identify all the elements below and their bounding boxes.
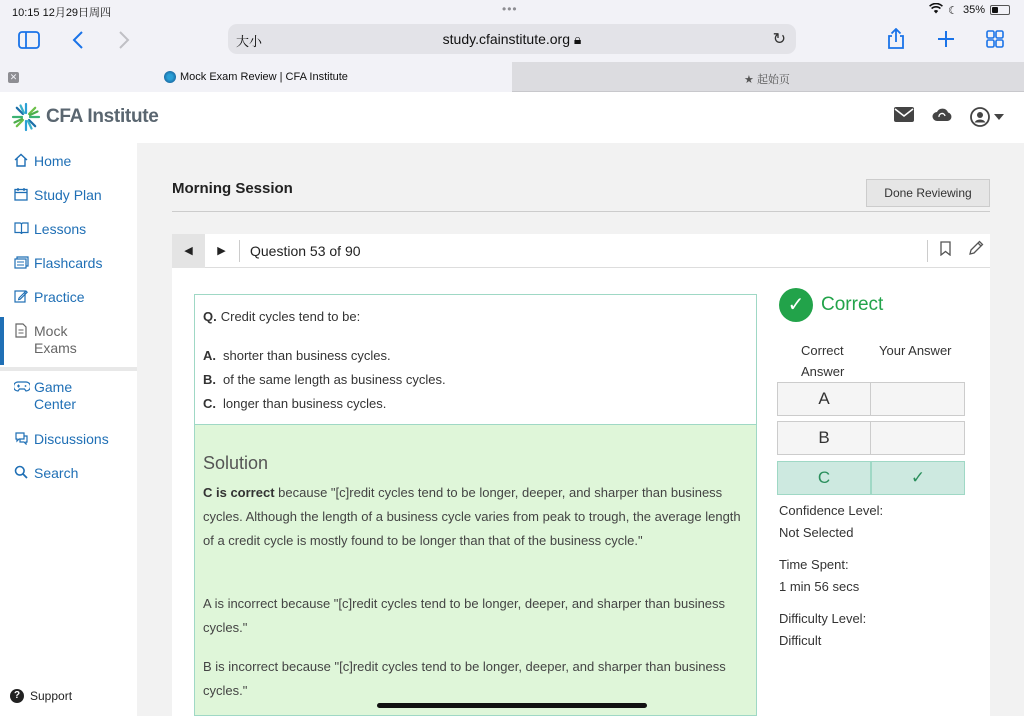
answer-option-a: A. shorter than business cycles.: [203, 348, 391, 363]
question-box: [194, 294, 757, 424]
question-counter: Question 53 of 90: [250, 243, 361, 259]
sidebar-toggle-icon[interactable]: [18, 31, 40, 53]
solution-c-explanation: C is correct because "[c]redit cycles tend to be longer, deeper, and sharper than business cycles. Although the length of a business cycle varies from peak to trough, the average length of a credit cycle is mostly found to be longer than that of the business cycle.": [203, 485, 741, 548]
nav-divider: [239, 240, 240, 262]
sidebar-item-study-plan[interactable]: Study Plan: [14, 187, 102, 205]
next-question-button[interactable]: ▶: [217, 245, 226, 257]
status-right: [929, 3, 1010, 17]
sidebar-nav: [0, 143, 137, 716]
checkmark-circle-icon: ✓: [779, 288, 813, 322]
home-indicator[interactable]: [377, 703, 647, 708]
new-tab-icon[interactable]: [936, 29, 956, 53]
question-stem: Q. Credit cycles tend to be:: [203, 309, 361, 324]
question-nav-bar: [172, 234, 990, 268]
calendar-icon: [14, 187, 29, 205]
close-tab-icon[interactable]: ✕: [9, 72, 18, 82]
sidebar-item-lessons[interactable]: Lessons: [14, 221, 86, 239]
book-icon: [14, 221, 29, 239]
cfa-favicon-icon: [164, 71, 176, 83]
share-icon[interactable]: [887, 28, 905, 54]
status-bar: [0, 0, 1024, 20]
solution-b-explanation: B is incorrect because "[c]redit cycles tend to be longer, deeper, and sharper than business cycles.": [203, 659, 726, 698]
wifi-icon: [929, 3, 943, 17]
title-divider: [172, 211, 990, 212]
sidebar-item-game-center[interactable]: Game Center: [14, 379, 114, 413]
chat-icon: [14, 431, 29, 449]
tab-bar: [0, 62, 1024, 92]
exam-icon: [14, 323, 29, 357]
sidebar-divider: [0, 367, 137, 371]
sidebar-item-flashcards[interactable]: Flashcards: [14, 255, 102, 273]
table-row: [777, 421, 966, 455]
user-avatar-icon: [970, 107, 990, 127]
time-spent: Time Spent: 1 min 56 secs: [779, 557, 860, 594]
lock-icon: 🔒︎: [573, 31, 582, 47]
home-icon: [14, 153, 29, 171]
table-row: [777, 382, 966, 416]
answer-option-b: B. of the same length as business cycles.: [203, 372, 446, 387]
edit-icon: [14, 289, 29, 307]
your-answer-cell: [871, 382, 965, 416]
text-size-button[interactable]: 大小: [236, 34, 263, 49]
header-icons: [894, 105, 1004, 128]
cfa-logo[interactable]: [10, 101, 159, 133]
solution-a-explanation: A is incorrect because "[c]redit cycles tend to be longer, deeper, and sharper than business cycles.": [203, 596, 726, 635]
active-indicator: [0, 317, 4, 365]
star-icon: ★: [744, 74, 754, 86]
your-answer-cell: [871, 421, 965, 455]
battery-icon: [990, 5, 1010, 15]
search-icon: [14, 465, 29, 483]
confidence-level: Confidence Level: Not Selected: [779, 503, 884, 540]
main-area: [137, 143, 1024, 716]
reload-icon[interactable]: ↻: [772, 31, 786, 48]
result-status: [779, 288, 883, 322]
user-menu[interactable]: [970, 107, 1004, 127]
mail-icon[interactable]: [894, 105, 914, 128]
moon-icon: ☾: [948, 4, 958, 17]
correct-answer-cell: B: [777, 421, 871, 455]
cloud-sync-icon[interactable]: [932, 105, 952, 128]
previous-question-button[interactable]: ◀: [172, 234, 205, 268]
browser-toolbar: [0, 20, 1024, 62]
tab-overview-icon[interactable]: [986, 30, 1004, 52]
sidebar-item-mock-exams[interactable]: Mock Exams: [14, 323, 114, 357]
correct-answer-cell: C: [777, 461, 871, 495]
solution-title: Solution: [203, 453, 269, 473]
tab-start-page[interactable]: ★ 起始页: [744, 74, 790, 86]
correct-answer-cell: A: [777, 382, 871, 416]
difficulty-level: Difficulty Level: Difficult: [779, 611, 867, 648]
table-row-highlighted: [777, 461, 966, 495]
result-panel: [777, 268, 977, 716]
help-icon: ?: [10, 689, 24, 703]
chevron-down-icon: [994, 114, 1004, 120]
logo-text: CFA Institute: [46, 106, 159, 127]
pencil-icon[interactable]: [968, 240, 984, 260]
back-icon[interactable]: [72, 30, 84, 54]
address-bar[interactable]: [228, 24, 796, 54]
sidebar-item-home[interactable]: Home: [14, 153, 71, 171]
question-content: [172, 268, 990, 716]
result-label: Correct: [821, 294, 884, 315]
done-reviewing-button[interactable]: Done Reviewing: [866, 179, 990, 207]
cfa-globe-icon: [10, 101, 42, 133]
cards-icon: [14, 255, 29, 273]
answer-option-c: C. longer than business cycles.: [203, 396, 387, 411]
support-link[interactable]: ? Support: [10, 689, 72, 703]
correct-answer-header: Correct Answer: [801, 343, 845, 379]
your-answer-header: Your Answer: [879, 343, 952, 358]
site-header: [0, 93, 1024, 143]
forward-icon[interactable]: [118, 30, 130, 54]
status-time: 10:15 12月29日周四: [12, 7, 112, 19]
bookmark-icon[interactable]: [940, 241, 951, 259]
multitask-dots-icon[interactable]: •••: [502, 2, 518, 16]
sidebar-item-practice[interactable]: Practice: [14, 289, 85, 307]
sidebar-item-search[interactable]: Search: [14, 465, 78, 483]
nav-divider: [927, 240, 928, 262]
sidebar-item-discussions[interactable]: Discussions: [14, 431, 109, 449]
page-title: Morning Session: [172, 180, 293, 197]
tab-title: Mock Exam Review | CFA Institute: [164, 71, 348, 83]
your-answer-check: ✓: [871, 461, 965, 495]
battery-percent: 35%: [962, 4, 985, 16]
tab-mock-exam-review[interactable]: [0, 62, 512, 92]
url-text[interactable]: study.cfainstitute.org 🔒︎: [442, 31, 582, 47]
gamepad-icon: [14, 379, 29, 413]
solution-box: [194, 424, 757, 716]
